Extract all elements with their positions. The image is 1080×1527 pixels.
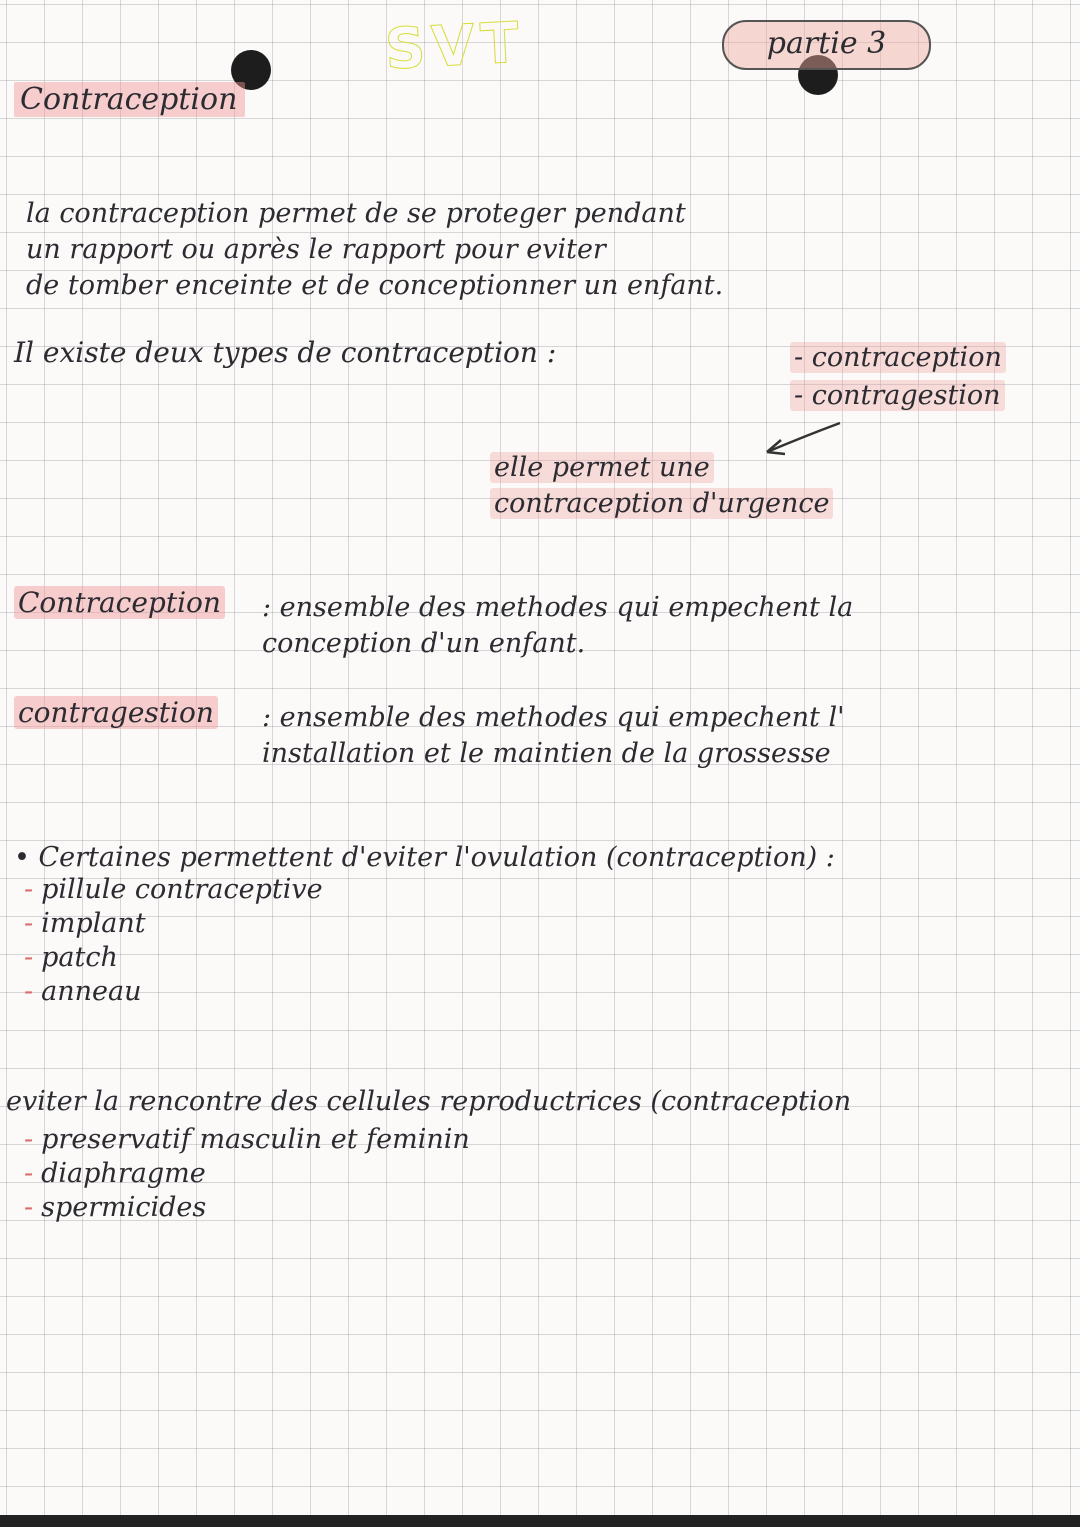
urgence-note-text: elle permet une bbox=[490, 452, 714, 483]
definition-term bbox=[14, 586, 225, 619]
urgence-note-text: contraception d'urgence bbox=[490, 488, 833, 519]
definition-line: conception d'un enfant. bbox=[262, 628, 586, 659]
definition-line: installation et le maintien de la grossesse bbox=[262, 738, 831, 769]
definition-term-text: contragestion bbox=[14, 696, 218, 729]
list-item: - anneau bbox=[24, 976, 142, 1007]
list-item: - diaphragme bbox=[24, 1158, 206, 1189]
types-label: Il existe deux types de contraception : bbox=[14, 336, 557, 369]
list-item: - pillule contraceptive bbox=[24, 874, 323, 905]
list-item-text: preservatif masculin et feminin bbox=[41, 1124, 470, 1155]
page-title: Contraception bbox=[14, 82, 245, 117]
section-heading: eviter la rencontre des cellules reproductrices (contraception bbox=[6, 1086, 852, 1117]
intro-line: un rapport ou après le rapport pour eviter bbox=[26, 234, 606, 265]
section-heading: • Certaines permettent d'eviter l'ovulation (contraception) : bbox=[14, 842, 835, 873]
subject-heading: SVT bbox=[383, 10, 527, 83]
urgence-note-line bbox=[490, 452, 714, 483]
page-bottom-edge bbox=[0, 1515, 1080, 1527]
intro-line: de tomber enceinte et de conceptionner un enfant. bbox=[26, 270, 724, 301]
part-badge: partie 3 bbox=[722, 20, 931, 70]
list-item-text: patch bbox=[41, 942, 118, 973]
definition-line: : ensemble des methodes qui empechent la bbox=[262, 592, 854, 623]
definition-term bbox=[14, 696, 218, 729]
list-item-text: anneau bbox=[41, 976, 142, 1007]
list-item: - preservatif masculin et feminin bbox=[24, 1124, 470, 1155]
urgence-note-line bbox=[490, 488, 833, 519]
list-item-text: implant bbox=[41, 908, 146, 939]
list-item: - implant bbox=[24, 908, 146, 939]
list-item-text: pillule contraceptive bbox=[41, 874, 323, 905]
list-item-text: spermicides bbox=[41, 1192, 207, 1223]
list-item: - spermicides bbox=[24, 1192, 207, 1223]
type-item-text: - contragestion bbox=[790, 380, 1005, 411]
definition-line: : ensemble des methodes qui empechent l' bbox=[262, 702, 845, 733]
list-item: - patch bbox=[24, 942, 118, 973]
arrow-icon bbox=[755, 418, 845, 458]
type-item bbox=[790, 342, 1006, 373]
list-item-text: diaphragme bbox=[41, 1158, 206, 1189]
intro-line: la contraception permet de se proteger pendant bbox=[26, 198, 686, 229]
type-item-text: - contraception bbox=[790, 342, 1006, 373]
definition-term-text: Contraception bbox=[14, 586, 225, 619]
type-item bbox=[790, 380, 1005, 411]
